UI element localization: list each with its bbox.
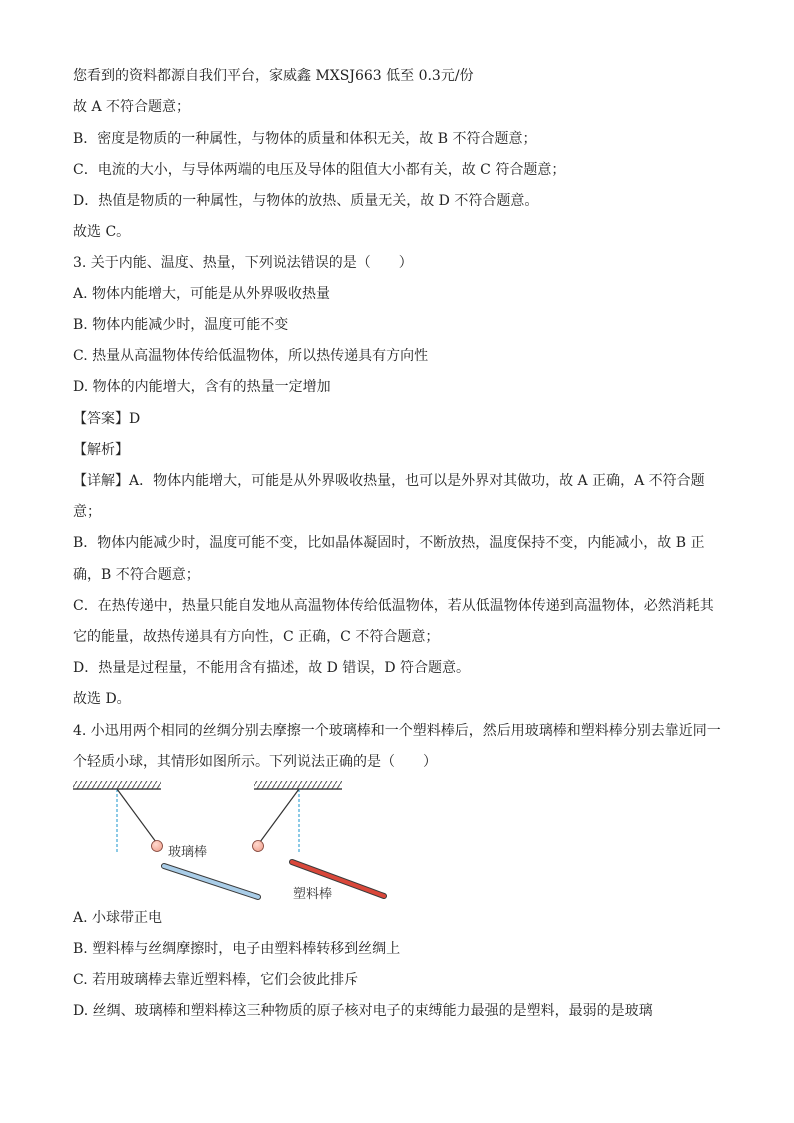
question-3-option-b: B. 物体内能减少时，温度可能不变 [73,317,289,333]
question-4-option-d: D. 丝绸、玻璃棒和塑料棒这三种物质的原子核对电子的束缚能力最强的是塑料，最弱的是玻璃 [73,1003,653,1019]
question-4-option-b: B. 塑料棒与丝绸摩擦时，电子由塑料棒转移到丝绸上 [73,941,401,957]
glass-rod-label: 玻璃棒 [168,845,208,860]
question-3-detail-line: C．在热传递中，热量只能自发地从高温物体传给低温物体，若从低温物体传递到高温物体，必然消耗其 [73,598,714,614]
question-4-stem-line-2: 个轻质小球，其情形如图所示。下列说法正确的是（ ） [73,754,437,770]
question-3-detail-line: 故选 D。 [73,691,131,707]
prev-analysis-line: B．密度是物质的一种属性，与物体的质量和体积无关，故 B 不符合题意； [73,131,537,147]
question-4-option-a: A. 小球带正电 [73,910,163,926]
question-3-option-a: A. 物体内能增大，可能是从外界吸收热量 [73,286,331,302]
rods-and-balls-diagram [70,776,400,906]
left-thread [117,789,156,842]
question-3-detail-line: D．热量是过程量，不能用含有描述，故 D 错误，D 符合题意。 [73,660,471,676]
glass-rod [164,866,258,897]
question-3-option-d: D. 物体的内能增大，含有的热量一定增加 [73,379,331,395]
question-3-detail-line: 意； [73,504,101,520]
question-4-figure [70,776,400,906]
header-note: 您看到的资料都源自我们平台，家威鑫 MXSJ663 低至 0.3元/份 [73,68,474,84]
left-ceiling-support [73,781,161,789]
prev-answer-choice: 故选 C。 [73,224,131,240]
question-4-stem-line-1: 4. 小迅用两个相同的丝绸分别去摩擦一个玻璃棒和一个塑料棒后，然后用玻璃棒和塑料棒分别去靠近同一 [73,723,721,739]
question-3-analysis-label: 【解析】 [73,442,129,458]
question-3-detail-line: 它的能量，故热传递具有方向性，C 正确，C 不符合题意； [73,629,440,645]
plastic-rod-label: 塑料棒 [293,887,333,902]
prev-analysis-line: 故 A 不符合题意； [73,99,191,115]
right-thread [260,789,299,842]
left-ball [152,841,163,852]
question-3-detail-line: B．物体内能减少时，温度可能不变，比如晶体凝固时，不断放热，温度保持不变，内能减小，故 B 正 [73,535,705,551]
question-3-stem: 3. 关于内能、温度、热量，下列说法错误的是（ ） [73,255,413,271]
prev-analysis-line: C．电流的大小，与导体两端的电压及导体的阻值大小都有关，故 C 符合题意； [73,162,566,178]
prev-analysis-line: D．热值是物质的一种属性，与物体的放热、质量无关，故 D 不符合题意。 [73,193,539,209]
question-3-answer: 【答案】D [73,411,141,427]
question-3-detail-line: 【详解】A．物体内能增大，可能是从外界吸收热量，也可以是外界对其做功，故 A 正确，A 不符合题 [73,473,705,489]
question-4-option-c: C. 若用玻璃棒去靠近塑料棒，它们会彼此排斥 [73,972,359,988]
right-ball [253,841,264,852]
right-ceiling-support [254,781,342,789]
question-3-option-c: C. 热量从高温物体传给低温物体，所以热传递具有方向性 [73,348,429,364]
question-3-detail-line: 确，B 不符合题意； [73,567,200,583]
